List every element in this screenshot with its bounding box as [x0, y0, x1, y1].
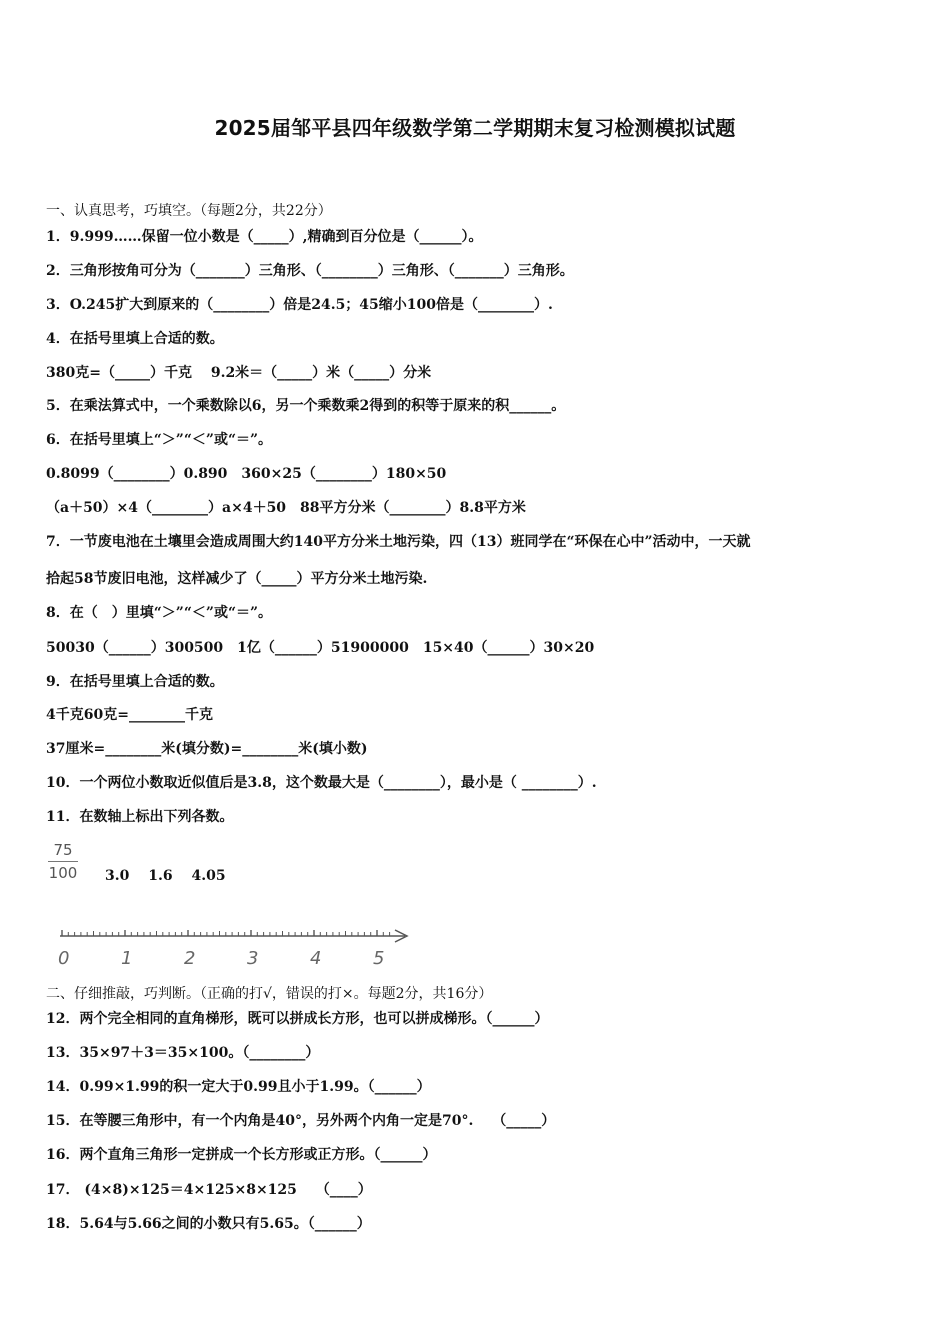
question-7-line-1: 7．一节废电池在土壤里会造成周围大约140平方分米土地污染，四（13）班同学在“环保在心中”活动中，一天就 — [46, 534, 751, 550]
question-8-subitems: 50030（______）300500 1亿（______）51900000 15×40（______）30×20 — [46, 640, 595, 656]
question-3: 3．O.245扩大到原来的（________）倍是24.5；45缩小100倍是（________）. — [46, 297, 553, 313]
number-line — [50, 918, 420, 970]
question-9-subitem-1: 4千克60克=________千克 — [46, 707, 213, 723]
question-10: 10．一个两位小数取近似值后是3.8，这个数最大是（________），最小是（ ________）. — [46, 775, 597, 791]
question-4: 4．在括号里填上合适的数。 — [46, 331, 224, 347]
question-6-subitems-2: （a＋50）×4（________）a×4＋50 88平方分米（________）8.8平方米 — [46, 500, 526, 516]
number-line-label: 4 — [310, 948, 322, 969]
question-15: 15．在等腰三角形中，有一个内角是40°，另外两个内角一定是70°. （_____） — [46, 1113, 556, 1129]
page-title: 2025届邹平县四年级数学第二学期期末复习检测模拟试题 — [214, 116, 736, 140]
question-6: 6．在括号里填上“＞”“＜”或“＝”。 — [46, 432, 273, 448]
question-9: 9．在括号里填上合适的数。 — [46, 674, 224, 690]
question-8: 8．在（ ）里填“＞”“＜”或“＝”。 — [46, 605, 273, 621]
question-2: 2．三角形按角可分为（_______）三角形、（________）三角形、（_______）三角形。 — [46, 263, 574, 279]
question-14: 14．0.99×1.99的积一定大于0.99且小于1.99。（______） — [46, 1079, 431, 1095]
question-6-subitems-1: 0.8099（________）0.890 360×25（________）180×50 — [46, 466, 447, 482]
question-18: 18．5.64与5.66之间的小数只有5.65。（______） — [46, 1216, 371, 1232]
question-17: 17． (4×8)×125＝4×125×8×125 （____） — [46, 1182, 372, 1198]
question-4-subitems: 380克=（_____）千克 9.2米＝（_____）米（_____）分米 — [46, 365, 432, 381]
fraction-bar — [48, 861, 78, 862]
question-13: 13．35×97＋3＝35×100。（________） — [46, 1045, 320, 1061]
fraction-numerator: 75 — [53, 841, 73, 859]
question-1: 1．9.999……保留一位小数是（_____）,精确到百分位是（______）。 — [46, 229, 483, 245]
fraction-denominator: 100 — [48, 864, 78, 882]
question-7-line-2: 拾起58节废旧电池，这样减少了（_____）平方分米土地污染. — [46, 571, 428, 587]
section-heading-2: 二、仔细推敲，巧判断。（正确的打√，错误的打×。每题2分，共16分） — [46, 986, 493, 1002]
number-line-label: 2 — [184, 948, 196, 969]
question-9-subitem-2: 37厘米=________米(填分数)=________米(填小数) — [46, 741, 368, 757]
number-line-label: 5 — [373, 948, 385, 969]
question-5: 5．在乘法算式中，一个乘数除以6，另一个乘数乘2得到的积等于原来的积______。 — [46, 398, 566, 414]
question-11: 11．在数轴上标出下列各数。 — [46, 809, 234, 825]
number-line-labels — [58, 948, 384, 969]
number-line-label: 3 — [247, 948, 259, 969]
number-line-label: 1 — [121, 948, 133, 969]
question-12: 12．两个完全相同的直角梯形，既可以拼成长方形，也可以拼成梯形。（______） — [46, 1011, 549, 1027]
question-11-numbers: 3.0 1.6 4.05 — [105, 868, 226, 884]
fraction-75-100 — [46, 840, 80, 883]
section-heading-1: 一、认真思考，巧填空。（每题2分，共22分） — [46, 203, 332, 219]
question-16: 16．两个直角三角形一定拼成一个长方形或正方形。（______） — [46, 1147, 437, 1163]
number-line-label: 0 — [58, 948, 70, 969]
number-line-ticks — [62, 930, 390, 936]
